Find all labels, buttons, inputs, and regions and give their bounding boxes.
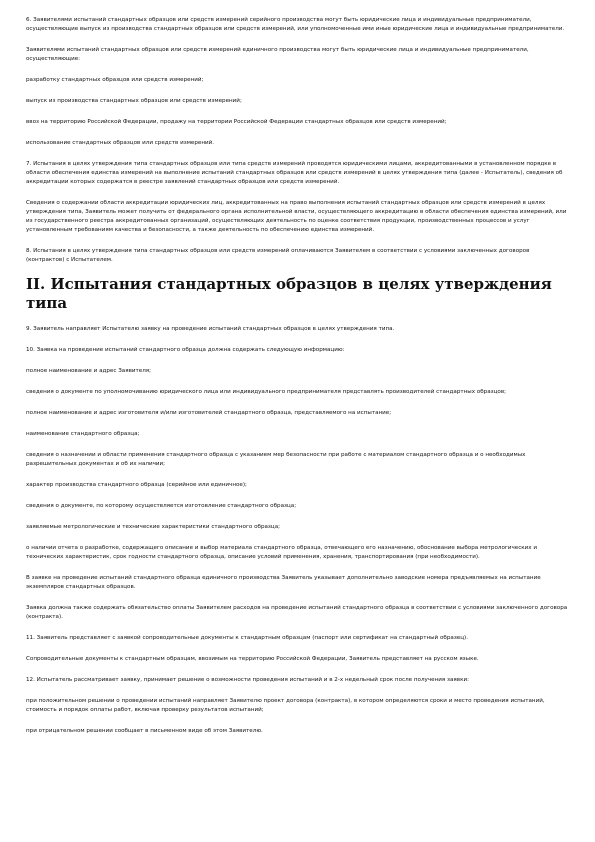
paragraph-12a: при положительном решении о проведении испытаний направляет Заявителю проект договора (контракта), в котором определяются сроки и место проведения испытаний, стоимость и порядок оплаты работ, включая проверку результатов испытаний; (26, 698, 545, 713)
list-item: использование стандартных образцов или средств измерений. (26, 140, 215, 146)
list-item: разработку стандартных образцов или средств измерений; (26, 77, 204, 83)
paragraph-6b: Заявителями испытаний стандартных образцов или средств измерений единичного производства могут быть юридические лица и индивидуальные предприниматели, осуществляющие: (26, 47, 529, 62)
list-item: полное наименование и адрес изготовителя и/или изготовителей стандартного образца, представляемого на испытание; (26, 410, 392, 416)
paragraph-10b: В заявке на проведение испытаний стандартного образца единичного производства Заявитель указывает дополнительно заводские номера предъявляемых на испытание экземпляров стандартных образцов. (26, 575, 541, 590)
list-item: ввоз на территорию Российской Федерации, продажу на территории Российской Федерации стандартных образцов или средств измерений; (26, 119, 447, 125)
section-heading: II. Испытания стандартных образцов в целях утверждения типа (26, 275, 552, 312)
paragraph-12: 12. Испытатель рассматривает заявку, принимает решение о возможности проведения испытаний и в 2-х недельный срок после получения заявки: (26, 677, 469, 683)
list-item: наименование стандартного образца; (26, 431, 140, 437)
list-item: сведения о документе, по которому осуществляется изготовление стандартного образца; (26, 503, 297, 509)
paragraph-8: 8. Испытания в целях утверждения типа стандартных образцов или средств измерений оплачиваются Заявителем в соответствии с условиями заключенных договоров (контрактов) с Испытателем. (26, 248, 530, 263)
list-item: сведения о документе по уполномочиванию юридического лица или индивидуального предпринимателя представлять производителей стандартных образцов; (26, 389, 507, 395)
paragraph-10: 10. Заявка на проведение испытаний стандартного образца должна содержать следующую информацию: (26, 347, 345, 353)
list-item: сведения о назначении и области применения стандартного образца с указанием мер безопасности при работе с материалом стандартного образца и о необходимых разрешительных документах и об их наличии; (26, 452, 526, 467)
list-item: выпуск из производства стандартных образцов или средств измерений; (26, 98, 242, 104)
paragraph-7: 7. Испытания в целях утверждения типа стандартных образцов или типа средств измерений проводятся юридическими лицами, аккредитованными в установленном порядке в области обеспечения единства измерений на выполнение испытаний стандартных образцов или средств измерений в целях утверждения типа (далее - Испытатель), сведения об аккредитации которых содержатся в реестре заявлений стандартных образцов или средств измерений. (26, 161, 563, 185)
paragraph-9: 9. Заявитель направляет Испытателю заявку на проведение испытаний стандартных образцов в целях утверждения типа. (26, 326, 395, 332)
paragraph-6: 6. Заявителями испытаний стандартных образцов или средств измерений серийного производства могут быть юридические лица и индивидуальные предприниматели, осуществляющие выпуск из производства стандартных образцов или средств измерений, или уполномоченные ими иные юридические лица и индивидуальные предприниматели. (26, 17, 565, 32)
paragraph-11b: Сопроводительные документы к стандартным образцам, ввозимым на территорию Российской Федерации, Заявитель представляет на русском языке. (26, 656, 479, 662)
list-item: заявляемые метрологические и технические характеристики стандартного образца; (26, 524, 281, 530)
list-item: характер производства стандартного образца (серийное или единичное); (26, 482, 247, 488)
list-item: о наличии отчета о разработке, содержащего описание и выбор материала стандартного образца, отвечающего его назначению, обоснование выбора метрологических и технических характеристик, срок годности стандартного образца, описание условий применения, хранения, транспортирования (при необходимости). (26, 545, 538, 560)
paragraph-12b: при отрицательном решении сообщает в письменном виде об этом Заявителю. (26, 728, 263, 734)
paragraph-7b: Сведения о содержании области аккредитации юридических лиц, аккредитованных на право выполнения испытаний стандартных образцов или средств измерений в целях утверждения типа, Заявитель может получить от федерального органа исполнительной власти, осуществляющего аккредитацию в области обеспечения единства измерений, или из государственного реестра аккредитованных организаций, осуществляющих деятельность по оценке соответствия продукции, производственных процессов и услуг установленным требованиям качества и безопасности, а также деятельность по обеспечению единства измерений. (26, 200, 567, 233)
paragraph-11: 11. Заявитель представляет с заявкой сопроводительные документы к стандартным образцам (паспорт или сертификат на стандартный образец). (26, 635, 469, 641)
list-item: полное наименование и адрес Заявителя; (26, 368, 152, 374)
paragraph-10c: Заявка должна также содержать обязательство оплаты Заявителем расходов на проведение испытаний стандартного образца в соответствии с условиями заключенного договора (контракта). (26, 605, 568, 620)
